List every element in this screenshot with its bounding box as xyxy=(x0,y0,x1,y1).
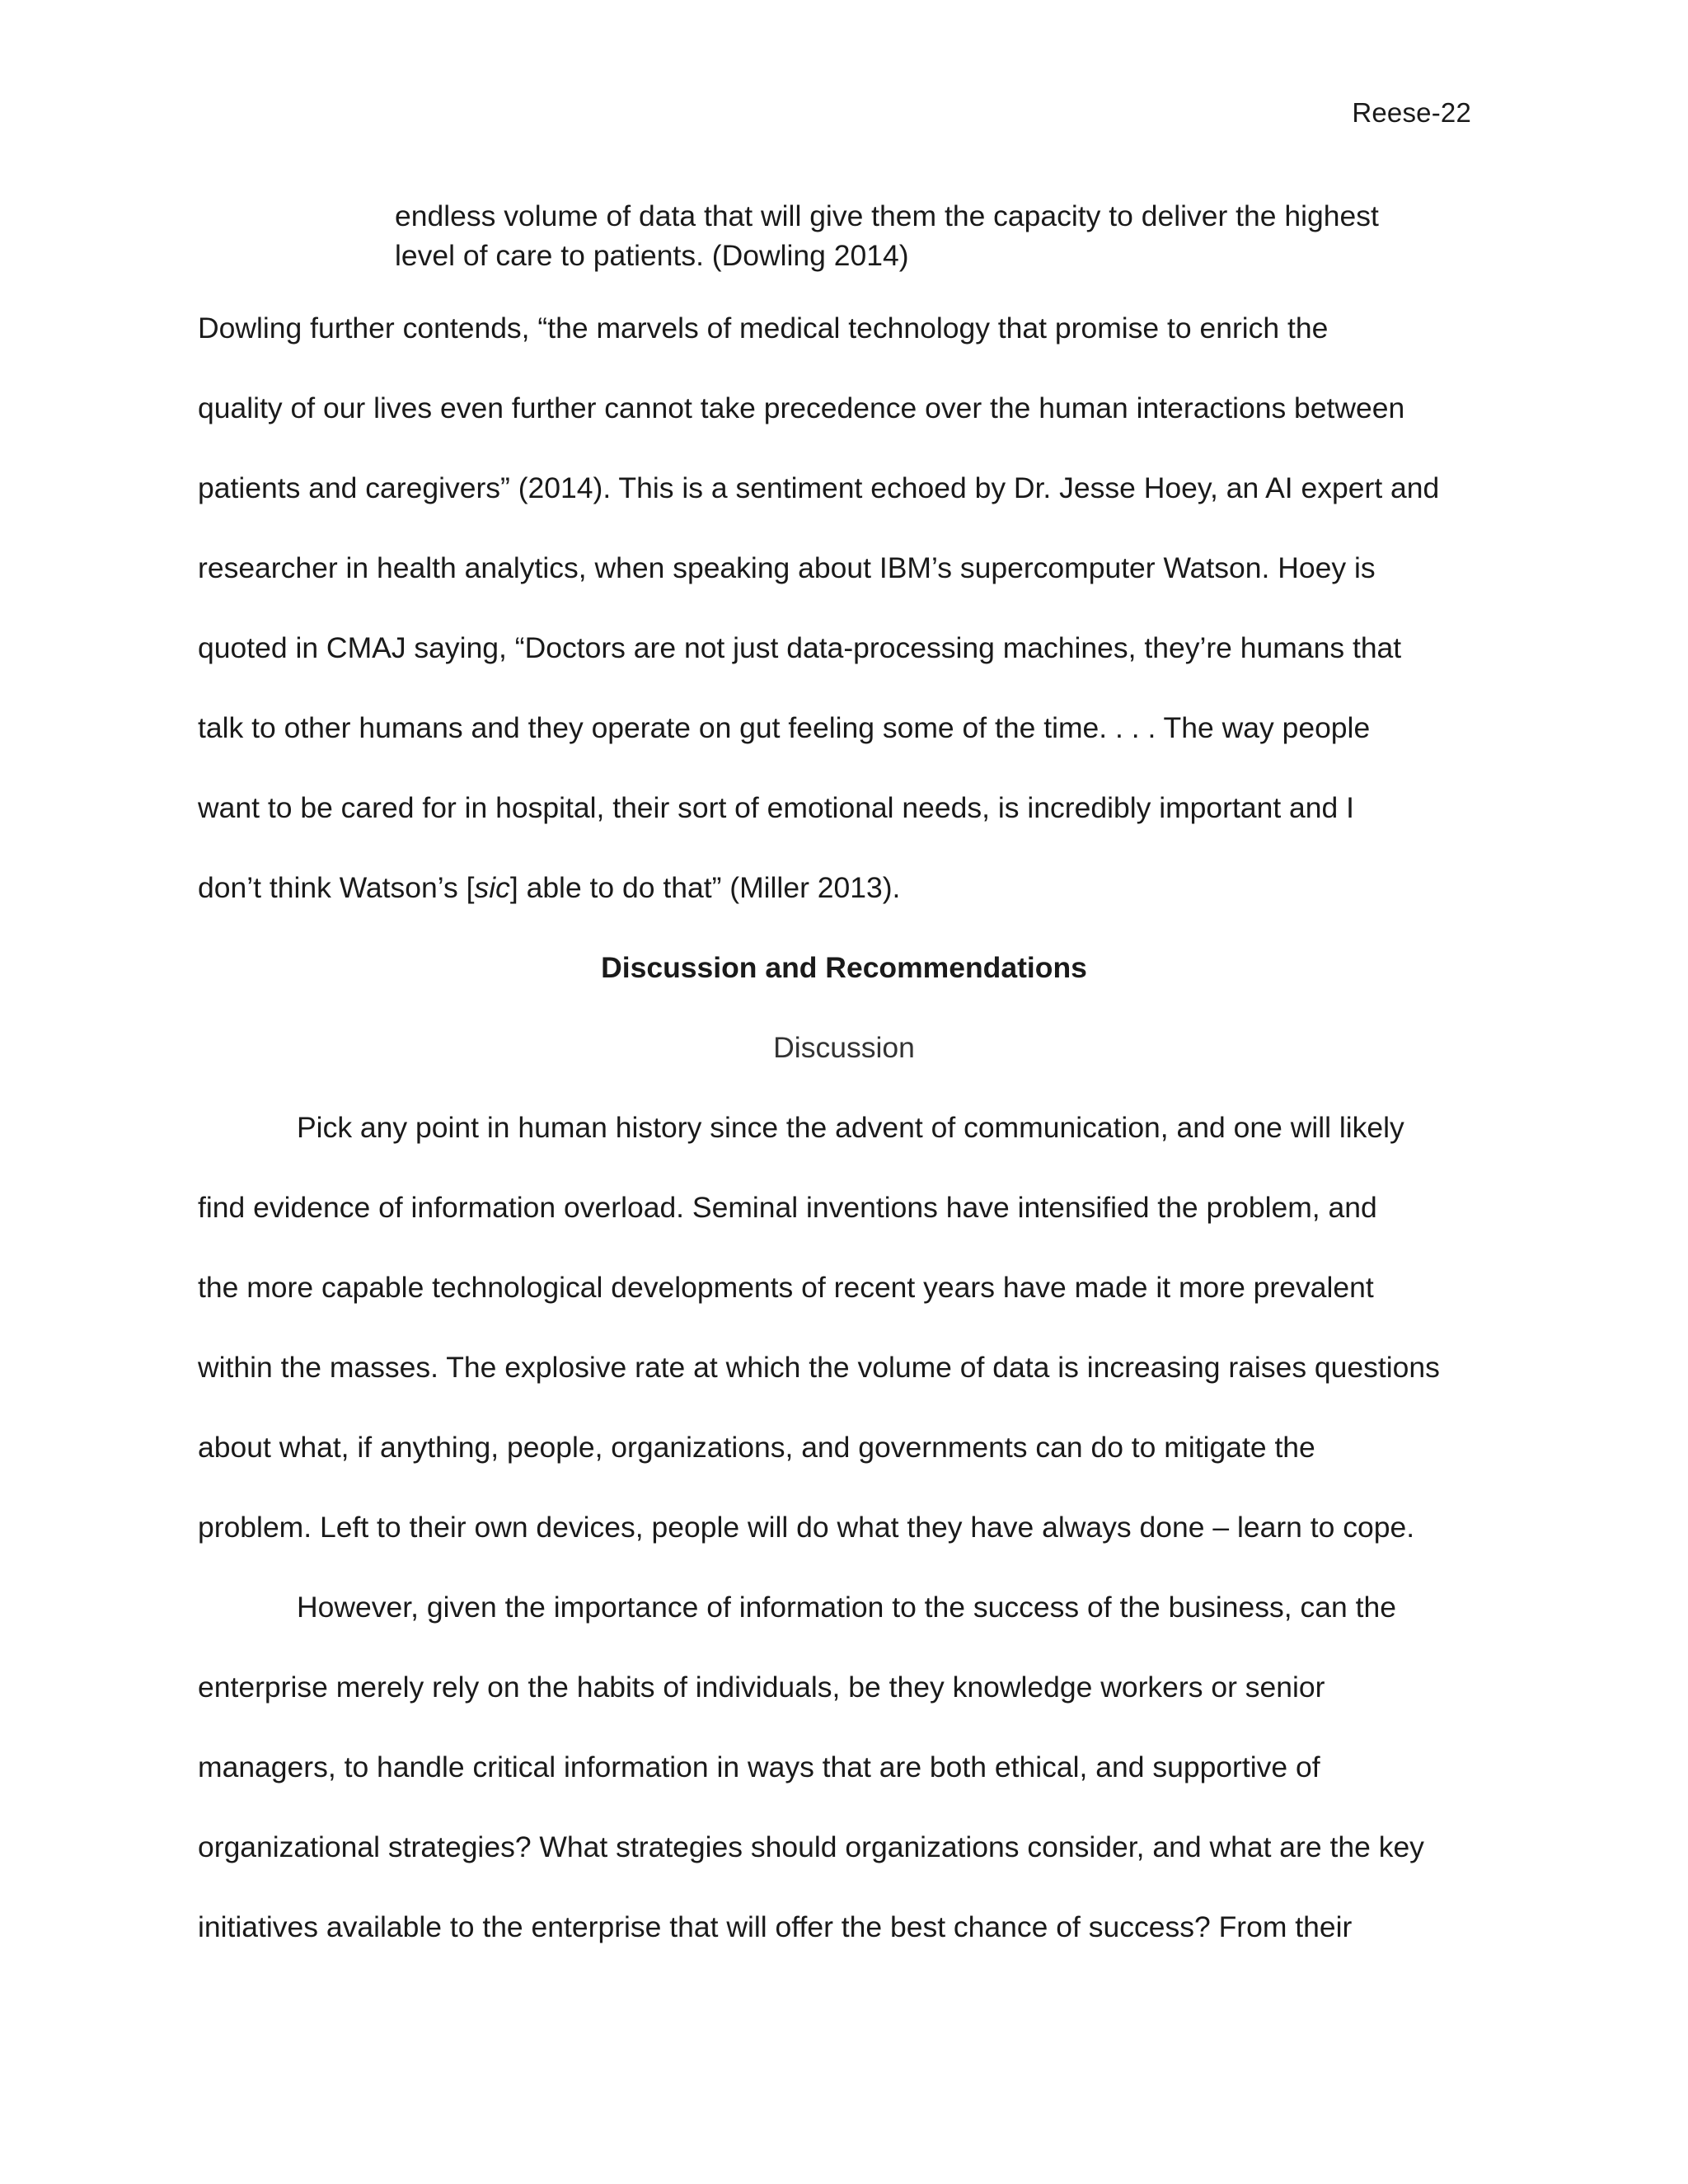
block-quote-line: level of care to patients. (Dowling 2014) xyxy=(395,239,909,272)
paragraph-line: problem. Left to their own devices, people will do what they have always done – learn to cope. xyxy=(198,1511,1415,1544)
paragraph-line: organizational strategies? What strategies should organizations consider, and what are the key xyxy=(198,1830,1424,1863)
sic-annotation: sic xyxy=(474,871,510,904)
paragraph-line: within the masses. The explosive rate at which the volume of data is increasing raises questions xyxy=(198,1351,1440,1384)
block-quote xyxy=(395,196,1491,275)
paragraph-line: the more capable technological developments of recent years have made it more prevalent xyxy=(198,1271,1374,1304)
block-quote-line: endless volume of data that will give them the capacity to deliver the highest xyxy=(395,199,1379,232)
page-header-label: Reese-22 xyxy=(1352,97,1471,128)
paragraph-1 xyxy=(198,312,1484,905)
paragraph-line: quoted in CMAJ saying, “Doctors are not just data-processing machines, they’re humans that xyxy=(198,631,1402,664)
paragraph-line: initiatives available to the enterprise that will offer the best chance of success? From their xyxy=(198,1910,1353,1943)
paragraph-2 xyxy=(198,1111,1484,1589)
paragraph-line: talk to other humans and they operate on gut feeling some of the time. . . . The way people xyxy=(198,711,1371,744)
paragraph-line: want to be cared for in hospital, their sort of emotional needs, is incredibly important and I xyxy=(198,791,1354,824)
paragraph-text: ] able to do that” (Miller 2013). xyxy=(509,871,901,904)
paragraph-line: find evidence of information overload. Seminal inventions have intensified the problem, and xyxy=(198,1191,1377,1224)
paragraph-line: patients and caregivers” (2014). This is a sentiment echoed by Dr. Jesse Hoey, an AI expert and xyxy=(198,471,1440,504)
paragraph-line: However, given the importance of information to the success of the business, can the xyxy=(297,1591,1396,1624)
paragraph-line: Pick any point in human history since the advent of communication, and one will likely xyxy=(297,1111,1404,1144)
paragraph-3 xyxy=(198,1591,1484,1986)
section-heading: Discussion and Recommendations xyxy=(601,951,1087,984)
paragraph-line: researcher in health analytics, when speaking about IBM’s supercomputer Watson. Hoey is xyxy=(198,551,1376,584)
paragraph-line: Dowling further contends, “the marvels of medical technology that promise to enrich the xyxy=(198,312,1329,344)
subsection-heading: Discussion xyxy=(773,1031,915,1064)
paragraph-text: don’t think Watson’s [ xyxy=(198,871,475,904)
paragraph-line: enterprise merely rely on the habits of individuals, be they knowledge workers or senior xyxy=(198,1671,1325,1704)
paragraph-line: quality of our lives even further cannot take precedence over the human interactions between xyxy=(198,391,1405,424)
paragraph-line: about what, if anything, people, organizations, and governments can do to mitigate the xyxy=(198,1431,1315,1464)
paragraph-line-last xyxy=(198,871,900,905)
paragraph-line: managers, to handle critical information in ways that are both ethical, and supportive of xyxy=(198,1750,1320,1783)
